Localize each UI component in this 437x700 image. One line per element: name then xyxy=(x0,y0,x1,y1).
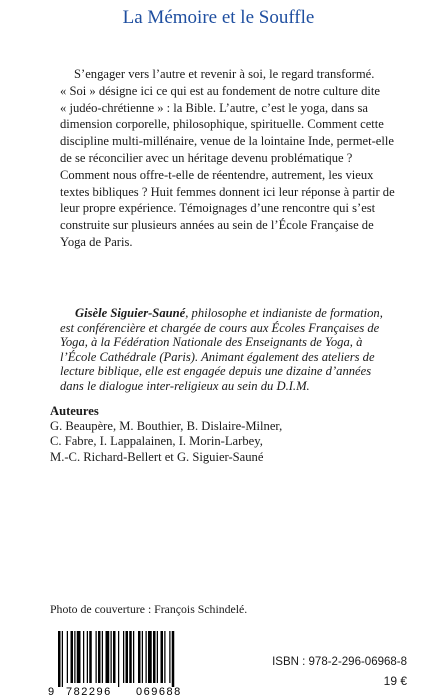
barcode-bar xyxy=(67,631,68,683)
barcode-bar xyxy=(87,631,88,683)
barcode-bar xyxy=(58,631,61,687)
barcode-bar xyxy=(89,631,92,683)
barcode-bar xyxy=(153,631,156,683)
book-title: La Mémoire et le Souffle xyxy=(122,7,315,28)
barcode-bar xyxy=(138,631,141,683)
blurb-line: « judéo-chrétienne » : la Bible. L’autre, c’est le yoga, dans sa xyxy=(60,100,368,115)
barcode-bar xyxy=(126,631,129,683)
barcode-bar xyxy=(148,631,152,683)
blurb-line: de se réconcilier avec un héritage devenu problématique ? xyxy=(60,150,353,165)
barcode-digits-right: 069688 xyxy=(136,686,182,697)
barcode-bar xyxy=(164,631,165,683)
barcode-bar xyxy=(74,631,75,683)
blurb-line: « Soi » désigne ici ce qui est au fondement de notre culture dite xyxy=(60,83,380,98)
blurb-line: Comment nous offre-t-elle de réentendre, autrement, les vieux xyxy=(60,167,374,182)
bio-line-rest: , philosophe et indianiste de formation, xyxy=(185,306,383,320)
authors-line: G. Beaupère, M. Bouthier, B. Dislaire-Milner, xyxy=(50,419,283,434)
bio-line: est conférencière et chargée de cours aux Écoles Françaises de xyxy=(60,320,380,335)
bio-line: dans le dialogue inter-religieux au sein du D.I.M. xyxy=(60,378,310,393)
bio-line: lecture biblique, elle est engagée depuis une dizaine d’années xyxy=(60,364,372,379)
barcode-bar xyxy=(98,631,101,683)
barcode-bar xyxy=(102,631,103,683)
blurb-line: textes bibliques ? Huit femmes donnent ici leur réponse à partir de xyxy=(60,184,395,199)
barcode-bar xyxy=(123,631,124,683)
barcode-bar xyxy=(77,631,81,683)
barcode-bar xyxy=(96,631,97,683)
barcode-digit-first: 9 xyxy=(48,686,55,697)
barcode-bar xyxy=(161,631,164,683)
barcode-bar xyxy=(71,631,74,683)
authors-line: M.-C. Richard-Bellert et G. Siguier-Sauné xyxy=(50,449,264,464)
authors-heading: Auteures xyxy=(50,404,99,418)
barcode-bar xyxy=(142,631,143,683)
blurb-line: dimension corporelle, philosophique, spirituelle. Comment cette xyxy=(60,117,384,132)
barcode-bar xyxy=(169,631,170,683)
barcode-digits-left: 782296 xyxy=(66,686,112,697)
blurb-line: discipline multi-millénaire, venue de la lointaine Inde, permet-elle xyxy=(60,134,394,149)
barcode-bar xyxy=(157,631,158,683)
barcode-bar xyxy=(113,631,116,683)
barcode xyxy=(44,629,214,697)
blurb-line: Yoga de Paris. xyxy=(60,234,133,249)
authors-line: C. Fabre, I. Lappalainen, I. Morin-Larbey, xyxy=(50,434,263,449)
bio-author-name: Gisèle Siguier-Sauné xyxy=(75,306,186,320)
bio-line xyxy=(60,306,401,321)
author-bio xyxy=(60,306,401,394)
barcode-bar xyxy=(146,631,147,683)
price: 19 € xyxy=(383,674,407,688)
barcode-bar xyxy=(129,631,132,683)
barcode-bar xyxy=(83,631,84,683)
barcode-bar xyxy=(111,631,112,683)
bio-line: Yoga, à la Fédération Nationale des Enseignants de Yoga, à xyxy=(60,335,363,350)
barcode-bar xyxy=(106,631,110,683)
bio-line: l’École Cathédrale (Paris). Animant également des ateliers de xyxy=(60,349,375,364)
photo-credit: Photo de couverture : François Schindelé. xyxy=(50,602,248,616)
barcode-bars xyxy=(58,631,174,687)
barcode-bar xyxy=(118,631,119,687)
barcode-bar xyxy=(62,631,63,687)
back-cover-blurb xyxy=(60,66,400,251)
blurb-line: leur propre expérience. Témoignages d’une rencontre qui s’est xyxy=(60,201,376,216)
barcode-bar xyxy=(172,631,175,687)
isbn: ISBN : 978-2-296-06968-8 xyxy=(272,656,407,668)
blurb-line: S’engager vers l’autre et revenir à soi, le regard transformé. xyxy=(74,67,375,81)
authors-block xyxy=(50,404,282,465)
barcode-bar xyxy=(133,631,134,683)
blurb-line: construite sur plusieurs années au sein de l’École Française de xyxy=(60,218,374,233)
